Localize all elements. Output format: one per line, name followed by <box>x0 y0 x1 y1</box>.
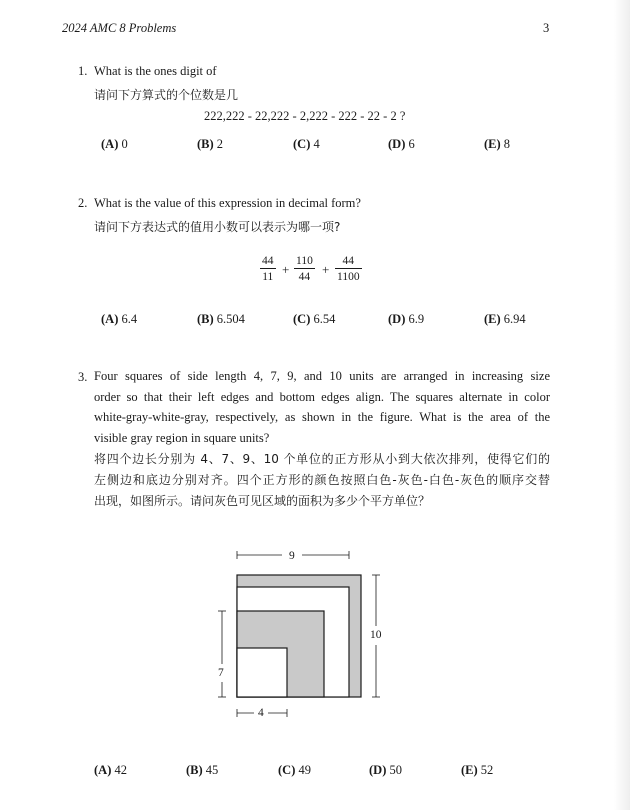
choice-value: 2 <box>216 137 224 151</box>
figure-label-7: 7 <box>218 667 224 679</box>
choice-value: 6.504 <box>216 312 245 326</box>
question-cn-line: 出现，如图所示。请问灰色可见区域的面积为多少个平方单位？ <box>94 494 431 508</box>
fraction-1-denominator: 11 <box>262 271 274 283</box>
question-line: order so that their left edges and bottom edges align. The squares alternate in color <box>94 389 550 404</box>
question-line: visible gray region in square units? <box>94 430 270 445</box>
choice-value: 49 <box>298 763 311 777</box>
choice-value: 6.9 <box>408 312 425 326</box>
square-side-4-white <box>237 648 287 697</box>
fraction-3-denominator: 1100 <box>337 271 360 283</box>
question-cn-line: 将四个边长分别为 4、7、9、10 个单位的正方形从小到大依次排列，使得它们的 <box>94 452 550 466</box>
choice-letter: (D) <box>388 312 406 326</box>
problem-3-number: 3. <box>78 370 88 384</box>
choice-letter: (B) <box>186 763 203 777</box>
problem-2-number: 2. <box>78 196 88 210</box>
choice-letter: (D) <box>369 763 387 777</box>
fraction-3-numerator: 44 <box>342 255 355 267</box>
choice-letter: (C) <box>293 312 311 326</box>
choice-value: 8 <box>503 137 511 151</box>
question-line: Four squares of side length 4, 7, 9, and 10 units are arranged in increasing size <box>94 369 550 383</box>
problem-2-question-en: What is the value of this expression in decimal form? <box>94 196 361 210</box>
choice-value: 52 <box>480 763 494 777</box>
problem-3-choice-b[interactable] <box>186 763 218 778</box>
choice-letter: (B) <box>197 312 214 326</box>
choice-value: 0 <box>121 137 128 151</box>
problem-1-question-en: What is the ones digit of <box>94 64 217 78</box>
question-cn-line: 左侧边和底边分别对齐。四个正方形的颜色按照白色-灰色-白色-灰色的顺序交替 <box>94 473 550 487</box>
figure-label-10: 10 <box>370 629 382 641</box>
figure-label-4: 4 <box>258 707 264 719</box>
fraction-2-denominator: 44 <box>298 271 311 283</box>
choice-letter: (C) <box>278 763 296 777</box>
choice-letter: (C) <box>293 137 311 151</box>
choice-letter: (A) <box>94 763 112 777</box>
problem-3-choice-d[interactable] <box>369 763 402 778</box>
problem-1-number: 1. <box>78 64 88 78</box>
question-line: white-gray-white-gray, respectively, as shown in the figure. What is the area of the <box>94 410 550 424</box>
dimension-line-left <box>218 611 226 697</box>
choice-value: 6.54 <box>313 312 336 326</box>
problem-3-choice-c[interactable] <box>278 763 311 778</box>
choice-letter: (E) <box>461 763 478 777</box>
choice-value: 4 <box>313 137 320 151</box>
choice-letter: (E) <box>484 137 501 151</box>
choice-letter: (E) <box>484 312 501 326</box>
fraction-2-numerator: 110 <box>296 255 313 267</box>
problem-1-expression: 222,222 - 22,222 - 2,222 - 222 - 22 - 2 ? <box>204 109 406 123</box>
fraction-1-numerator: 44 <box>262 255 274 267</box>
choice-letter: (A) <box>101 312 119 326</box>
figure-label-9: 9 <box>289 550 295 562</box>
choice-letter: (B) <box>197 137 214 151</box>
choice-value: 50 <box>389 763 402 777</box>
choice-letter: (A) <box>101 137 119 151</box>
plus-sign-1: + <box>282 262 290 277</box>
choice-value: 6.94 <box>503 312 526 326</box>
problem-1-question-cn: 请问下方算式的个位数是几 <box>94 88 239 102</box>
choice-value: 6.4 <box>121 312 138 326</box>
choice-letter: (D) <box>388 137 406 151</box>
choice-value: 45 <box>205 763 219 777</box>
problem-3-choice-a[interactable] <box>94 763 127 778</box>
choice-value: 6 <box>408 137 415 151</box>
choice-value: 42 <box>114 763 127 777</box>
problem-2-question-cn: 请问下方表达式的值用小数可以表示为哪一项? <box>94 220 341 234</box>
header-title: 2024 AMC 8 Problems <box>62 21 177 35</box>
plus-sign-2: + <box>322 262 330 277</box>
header-page-number: 3 <box>543 21 550 35</box>
problem-3-choice-e[interactable] <box>461 763 493 778</box>
